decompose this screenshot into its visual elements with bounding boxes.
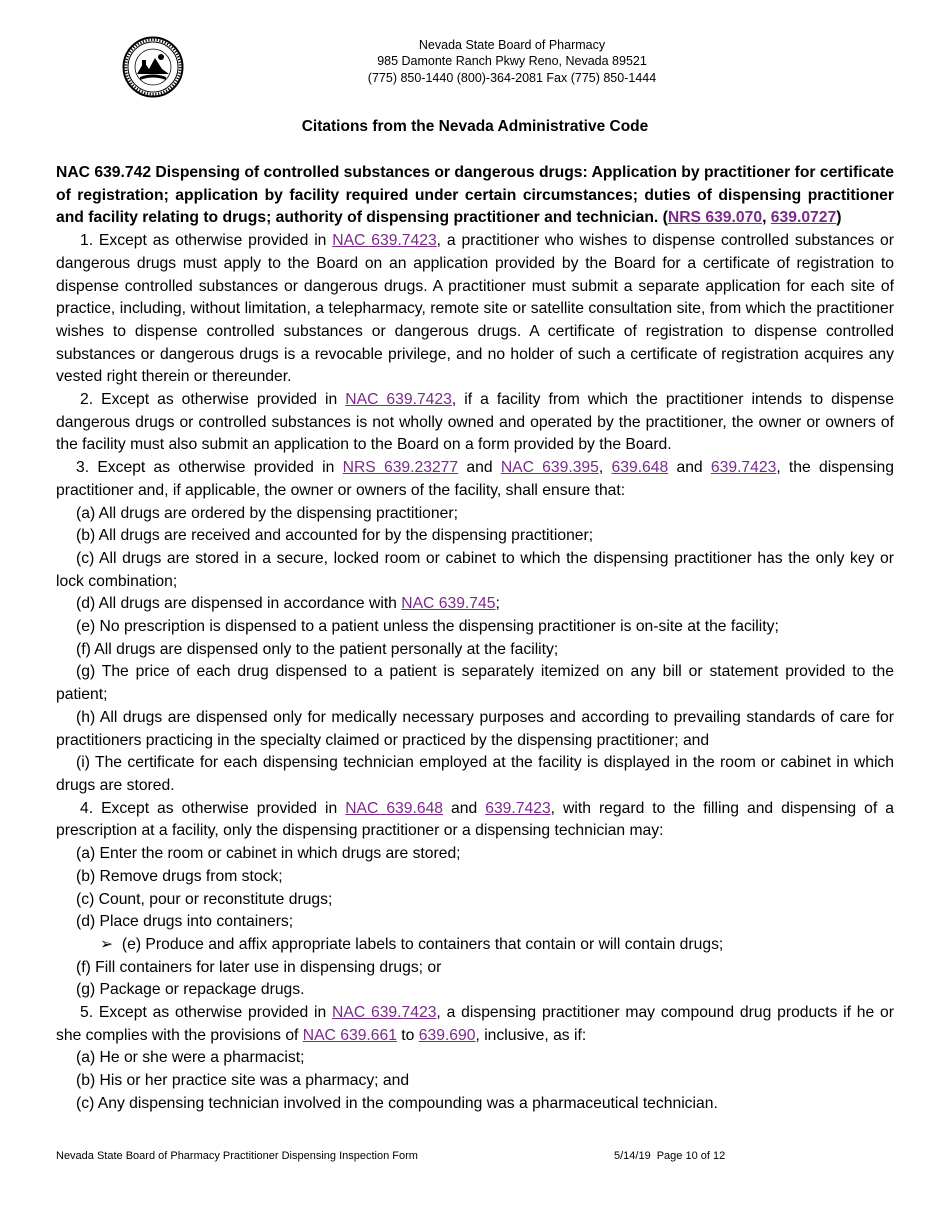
link-nac-639-7423[interactable]: NAC 639.7423 [332,1004,437,1022]
paragraph-5 [56,1002,894,1047]
paragraph-1 [56,230,894,389]
arrow-bullet-icon: ➢ [100,935,114,953]
link-639-7423[interactable]: 639.7423 [710,459,777,477]
list-item: (f) Fill containers for later use in dispensing drugs; or [76,958,442,976]
citation-body [56,162,894,1116]
text: and [458,459,501,477]
text: , with regard to the filling and dispensing of a prescription at a facility, only the dispensing practitioner or a dispensing technician may: [56,799,894,840]
close-paren: ) [836,209,842,227]
paragraph-4 [56,798,894,843]
footer-form-name: Nevada State Board of Pharmacy Practitioner Dispensing Inspection Form [56,1150,418,1162]
header-org-name: Nevada State Board of Pharmacy [418,38,606,52]
link-nac-639-7423[interactable]: NAC 639.7423 [345,391,452,409]
header-address: 985 Damonte Ranch Pkwy Reno, Nevada 89521 [377,54,647,68]
list-item: (f) All drugs are dispensed only to the patient personally at the facility; [76,640,559,658]
list-item [56,934,894,957]
link-nrs-639-070[interactable]: NRS 639.070 [667,209,763,227]
list-item: (d) Place drugs into containers; [76,913,294,931]
text: 4. Except as otherwise provided in [80,799,346,817]
text: 5. Except as otherwise provided in [80,1004,333,1022]
paragraph-2 [56,389,894,457]
list-item: (a) All drugs are ordered by the dispensing practitioner; [76,504,458,522]
list-item: (c) Count, pour or reconstitute drugs; [76,890,333,908]
link-nac-639-648[interactable]: NAC 639.648 [345,799,444,817]
text: (e) Produce and affix appropriate labels to containers that contain or will contain drugs; [121,935,724,953]
footer-date: 5/14/19 [614,1150,651,1162]
link-nac-639-395[interactable]: NAC 639.395 [500,459,599,477]
text: , if a facility from which the practitioner intends to dispense dangerous drugs or controlled substances is not wholly owned and operated by the practitioner, the owner or owners of the facility must also submit an application to the Board on a form provided by the Board. [56,391,894,454]
text: (d) All drugs are dispensed in accordance with [76,595,402,613]
list-item: (a) Enter the room or cabinet in which drugs are stored; [76,845,461,863]
link-nrs-639-23277[interactable]: NRS 639.23277 [342,459,459,477]
link-nac-639-661[interactable]: NAC 639.661 [302,1026,397,1044]
list-item: (h) All drugs are dispensed only for medically necessary purposes and according to prevailing standards of care for practitioners practicing in the specialty claimed or practiced by the dispensing practitioner; and [56,708,894,749]
link-nac-639-745[interactable]: NAC 639.745 [401,595,496,613]
link-639-690[interactable]: 639.690 [418,1026,476,1044]
text: and [443,799,486,817]
text: , inclusive, as if: [475,1026,587,1044]
header-phone: (775) 850-1440 (800)-364-2081 Fax (775) 850-1444 [367,71,657,85]
list-item: (b) Remove drugs from stock; [76,867,283,885]
link-639-0727[interactable]: 639.0727 [770,209,837,227]
list-item [56,593,894,616]
list-item: (g) The price of each drug dispensed to a patient is separately itemized on any bill or statement provided to the patient; [56,663,894,704]
text: 2. Except as otherwise provided in [80,391,346,409]
list-item: (c) Any dispensing technician involved in the compounding was a pharmaceutical technician. [76,1094,718,1112]
footer-date-page [614,1150,731,1162]
section-heading [56,162,894,230]
separator: , [762,209,771,227]
link-639-648[interactable]: 639.648 [611,459,669,477]
list-item: (i) The certificate for each dispensing technician employed at the facility is displayed in the room or cabinet in which drugs are stored. [56,754,894,794]
state-seal-icon [122,36,184,98]
footer-page-number: Page 10 of 12 [656,1150,726,1162]
list-item: (e) No prescription is dispensed to a patient unless the dispensing practitioner is on-site at the facility; [76,618,779,636]
list-item: (b) His or her practice site was a pharmacy; and [76,1072,410,1090]
text: ; [495,595,500,613]
text: to [396,1026,419,1044]
text: and [668,459,711,477]
text: , [598,459,612,477]
list-item: (a) He or she were a pharmacist; [76,1049,305,1067]
list-item: (c) All drugs are stored in a secure, locked room or cabinet to which the dispensing practitioner has the only key or lock combination; [56,549,894,590]
list-item: (b) All drugs are received and accounted for by the dispensing practitioner; [76,527,594,545]
text: 3. Except as otherwise provided in [76,459,343,477]
text: , the dispensing practitioner and, if applicable, the owner or owners of the facility, shall ensure that: [56,459,894,499]
paragraph-3 [56,457,894,502]
page-title: Citations from the Nevada Administrative Code [301,118,649,135]
link-nac-639-7423[interactable]: NAC 639.7423 [332,232,437,250]
link-639-7423[interactable]: 639.7423 [485,799,551,817]
list-item: (g) Package or repackage drugs. [76,981,305,999]
section-heading-text: NAC 639.742 Dispensing of controlled substances or dangerous drugs: Application by practitioner for certificate of registration; application by facility required under certain circumstances; duties of dispensing practitioner and facility relating to drugs; authority of dispensing practitioner and technician. ( [56,164,894,227]
text: , a practitioner who wishes to dispense controlled substances or dangerous drugs must apply to the Board on an application provided by the Board for a certificate of registration to dispense controlled substances or dangerous drugs. A practitioner must submit a separate application for each site of practice, including, without limitation, a telepharmacy, remote site or satellite consultation site, from which the practitioner wishes to dispense controlled substances or dangerous drugs. A certificate of registration to dispense controlled substances or dangerous drugs is a revocable privilege, and no holder of such a certificate of registration acquires any vested right therein or thereunder. [56,232,894,386]
text: , a dispensing practitioner may compound drug products if he or she complies with the provisions of [56,1004,894,1044]
text: 1. Except as otherwise provided in [80,232,333,250]
